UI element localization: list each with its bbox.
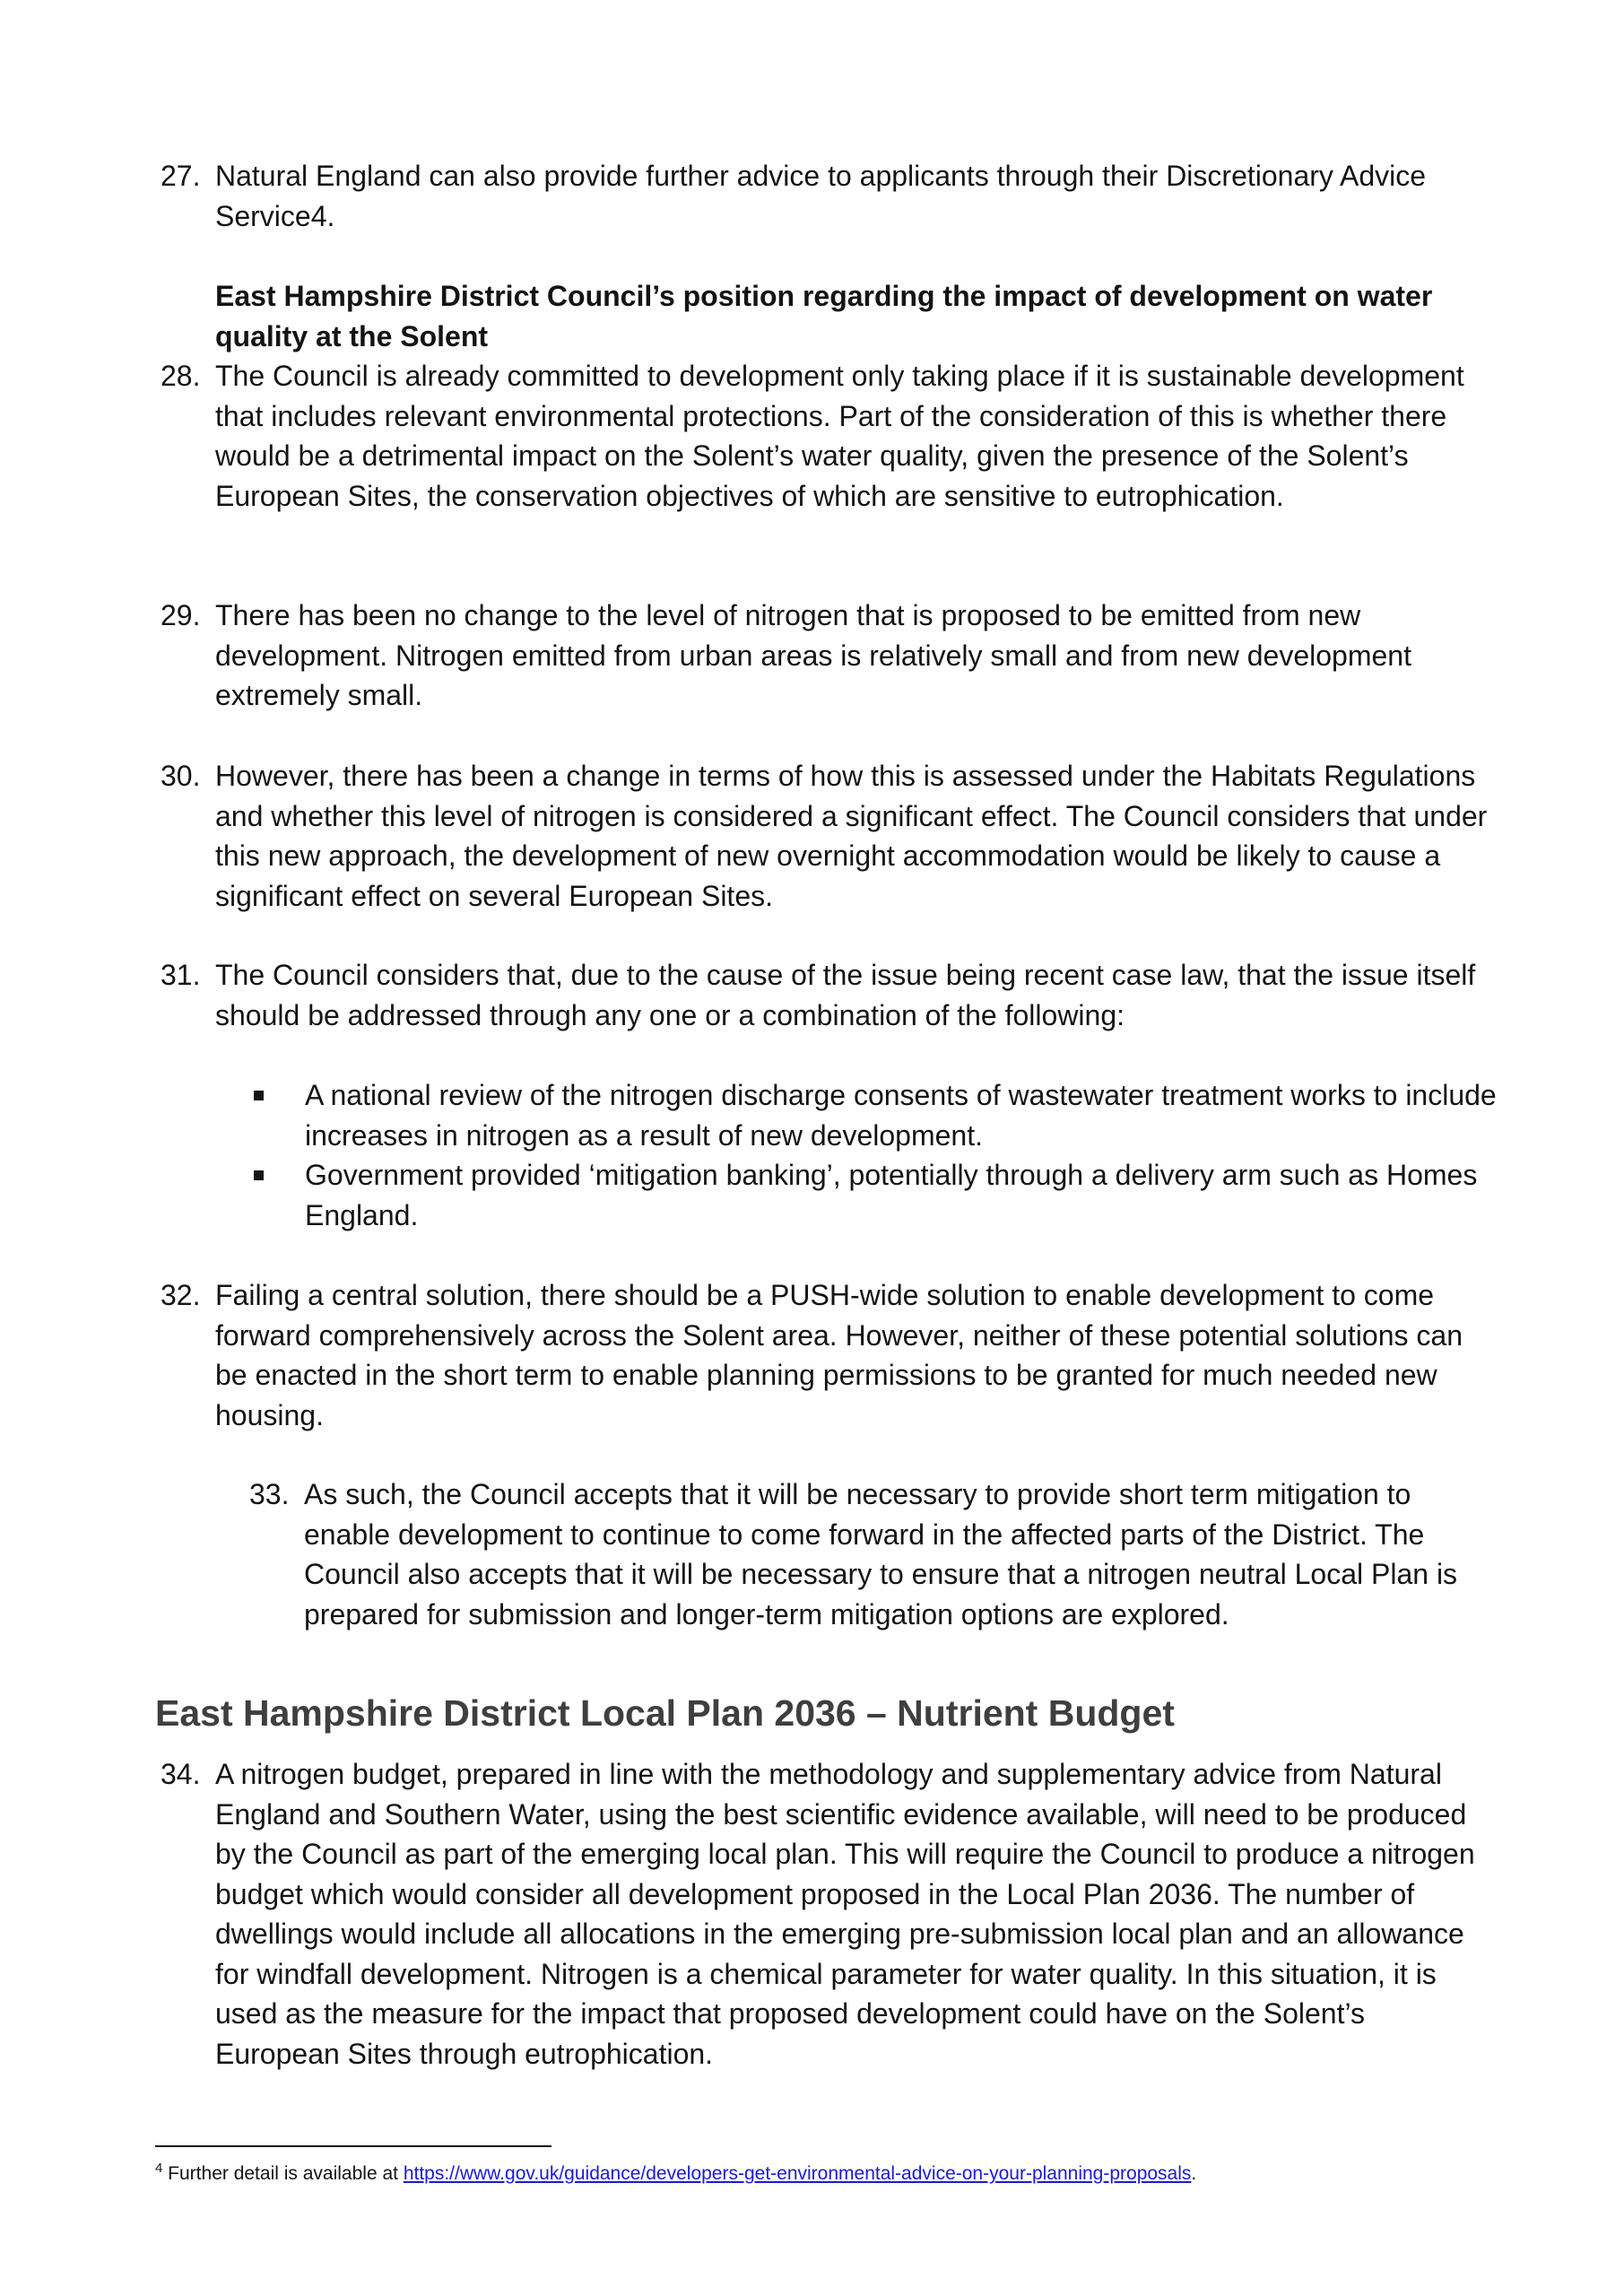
paragraph-text: The Council is already committed to development only taking place if it is sustainable development that includes relevant environmental protections. Part of the consideration of this is whether there would be a detrimental impact on the Solent’s water quality, given the presence of the Solent’s European Sites, the conservation objectives of which are sensitive to eutrophication. [215,360,1464,512]
paragraph-text: There has been no change to the level of nitrogen that is proposed to be emitted from new development. Nitrogen emitted from urban areas is relatively small and from new development extremely small. [215,599,1411,711]
footnote-marker: 4 [155,2161,163,2176]
paragraph-number: 28. [161,360,201,392]
paragraph-number: 33. [249,1478,290,1510]
paragraph-text: Failing a central solution, there should be a PUSH-wide solution to enable development to come forward comprehensively across the Solent area. However, neither of these potential solutions can be enacted in the short term to enable planning permissions to be granted for much needed new housing. [215,1279,1463,1431]
paragraph-text: The Council considers that, due to the cause of the issue being recent case law, that the issue itself should be addressed through any one or a combination of the following: [215,959,1476,1031]
paragraph-number: 31. [161,959,201,991]
paragraph-33 [249,1474,1505,1634]
paragraph-number: 32. [161,1279,201,1311]
bullet-text: Government provided ‘mitigation banking’, potentially through a delivery arm such as Homes England. [305,1159,1478,1231]
paragraph-number: 27. [161,160,201,192]
paragraph-text: A nitrogen budget, prepared in line with the methodology and supplementary advice from Natural England and Southern Water, using the best scientific evidence available, will need to be produced by the Council as part of the emerging local plan. This will require the Council to produce a nitrogen budget which would consider all development proposed in the Local Plan 2036. The number of dwellings would include all allocations in the emerging pre-submission local plan and an allowance for windfall development. Nitrogen is a chemical parameter for water quality. In this situation, it is used as the measure for the impact that proposed development could have on the Solent’s European Sites through eutrophication. [215,1758,1475,2070]
paragraph-number: 30. [161,760,201,792]
paragraph-text: Natural England can also provide further advice to applicants through their Discretionary Advice Service4. [215,160,1427,232]
paragraph-29 [161,596,1497,716]
footnote-text: Further detail is available at [162,2163,404,2184]
bullet-item [260,1075,1498,1155]
footnote-end: . [1191,2163,1197,2184]
footnote-link[interactable]: https://www.gov.uk/guidance/developers-get-environmental-advice-on-your-planning-proposals [403,2163,1192,2184]
bullet-square-icon [254,1091,264,1100]
section-heading: East Hampshire District Local Plan 2036 – Nutrient Budget [155,1692,1175,1734]
footnote-separator [155,2145,551,2147]
paragraph-27 [161,156,1497,236]
paragraph-32 [161,1275,1497,1435]
bullet-item [260,1155,1498,1235]
bullet-square-icon [254,1170,264,1180]
paragraph-text: As such, the Council accepts that it will be necessary to provide short term mitigation to enable development to continue to come forward in the affected parts of the District. The Council also accepts that it will be necessary to ensure that a nitrogen neutral Local Plan is prepared for submission and longer-term mitigation options are explored. [304,1478,1458,1631]
paragraph-34 [161,1754,1497,2074]
paragraph-number: 29. [161,599,201,631]
paragraph-number: 34. [161,1758,201,1790]
paragraph-30 [161,756,1497,916]
bullet-text: A national review of the nitrogen discharge consents of wastewater treatment works to include increases in nitrogen as a result of new development. [305,1079,1497,1152]
paragraph-31 [161,955,1497,1035]
paragraph-text: However, there has been a change in terms of how this is assessed under the Habitats Regulations and whether this level of nitrogen is considered a significant effect. The Council considers that under this new approach, the development of new overnight accommodation would be likely to cause a significant effect on several European Sites. [215,760,1488,912]
section-subheading: East Hampshire District Council’s position regarding the impact of development on water quality at the Solent [215,280,1433,352]
footnote [155,2161,1500,2187]
paragraph-28 [161,356,1497,516]
